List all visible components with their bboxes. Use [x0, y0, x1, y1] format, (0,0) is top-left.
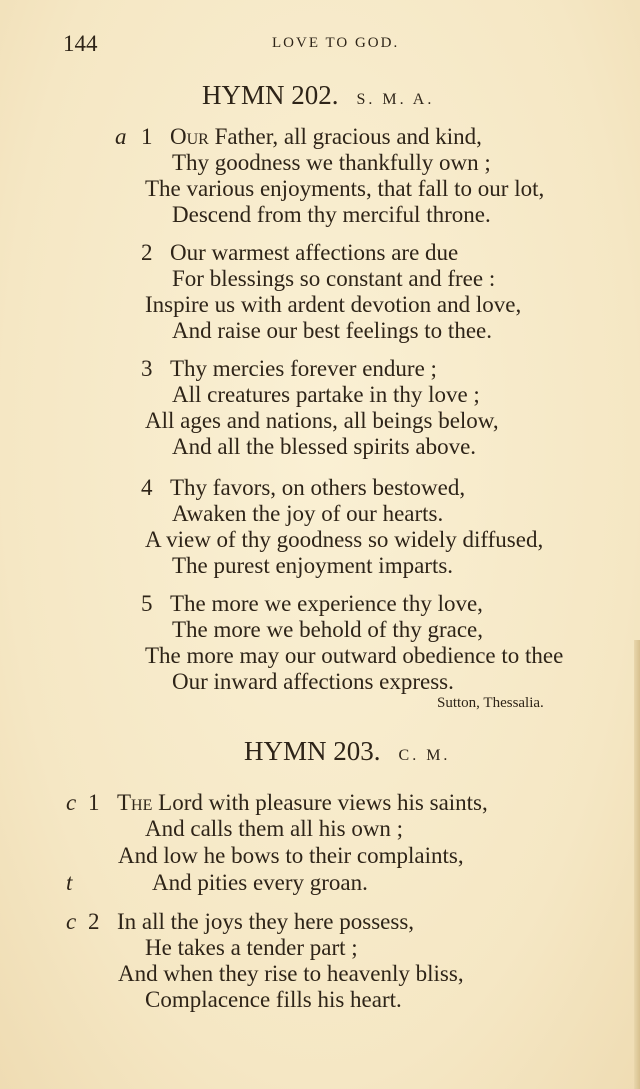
- hymn-203-heading: [244, 738, 450, 765]
- verse-line: [172, 383, 480, 406]
- verse-text: Father, all gracious and kind,: [208, 124, 482, 149]
- stanza-number: 5: [141, 591, 153, 616]
- verse-text: Inspire us with ardent devotion and love,: [145, 292, 522, 317]
- verse-text: And pities every groan.: [152, 870, 368, 895]
- verse-line: [172, 618, 483, 641]
- verse-text: Awaken the joy of our hearts.: [172, 501, 444, 526]
- verse-line: [145, 528, 543, 551]
- verse-line: [170, 125, 482, 148]
- stanza-number: 1: [141, 124, 153, 149]
- verse-text: The purest enjoyment imparts.: [172, 553, 454, 578]
- verse-line: [118, 962, 464, 985]
- verse-text: The more may our outward obedience to thee: [145, 643, 564, 668]
- verse-text: And raise our best feelings to thee.: [172, 318, 492, 343]
- verse-text: Our inward affections express.: [172, 669, 454, 694]
- verse-line: [172, 670, 454, 693]
- verse-line: [172, 151, 491, 174]
- verse-text: And calls them all his own ;: [145, 816, 404, 841]
- dynamic-mark: t: [66, 870, 73, 895]
- verse-text: The more we experience thy love,: [170, 591, 483, 616]
- verse-text: Thy goodness we thankfully own ;: [172, 150, 491, 175]
- verse-text: All ages and nations, all beings below,: [145, 408, 499, 433]
- stanza-number: 3: [141, 356, 153, 381]
- verse-line: [172, 502, 443, 525]
- dynamic-mark: c: [66, 909, 77, 934]
- verse-line: [172, 267, 495, 290]
- verse-text: Thy mercies forever endure ;: [170, 356, 437, 381]
- verse-text: Descend from thy merciful throne.: [172, 202, 491, 227]
- verse-line: [170, 357, 437, 380]
- verse-line: [118, 844, 464, 867]
- verse-line: [170, 476, 465, 499]
- verse-line: [117, 910, 414, 933]
- hymn-title: HYMN 202.: [202, 80, 339, 110]
- tune-attribution: Sutton, Thessalia.: [437, 695, 544, 711]
- stanza-number: 4: [141, 475, 153, 500]
- verse-line: [145, 293, 521, 316]
- hymn-meter: C. M.: [398, 747, 451, 764]
- verse-line: [145, 936, 358, 959]
- verse-line: [145, 988, 402, 1011]
- verse-initial-word: Our: [170, 124, 209, 149]
- hymn-202-heading: [202, 82, 434, 109]
- verse-line: [117, 791, 488, 814]
- verse-text: Lord with pleasure views his saints,: [152, 790, 488, 815]
- verse-text: Complacence fills his heart.: [145, 987, 402, 1012]
- verse-text: The more we behold of thy grace,: [172, 617, 484, 642]
- verse-text: A view of thy goodness so widely diffused,: [145, 527, 544, 552]
- verse-line: [172, 203, 491, 226]
- verse-text: For blessings so constant and free :: [172, 266, 496, 291]
- verse-line: [170, 241, 458, 264]
- page-number: 144: [63, 31, 98, 56]
- verse-text: Our warmest affections are due: [170, 240, 459, 265]
- stanza-number: 2: [141, 240, 153, 265]
- dynamic-mark: c: [66, 790, 77, 815]
- verse-text: And low he bows to their complaints,: [118, 843, 464, 868]
- verse-text: And all the blessed spirits above.: [172, 434, 477, 459]
- page-edge: [634, 640, 640, 1089]
- verse-line: [145, 177, 544, 200]
- hymn-meter: S. M. A.: [356, 91, 435, 108]
- stanza-number: 2: [88, 909, 100, 934]
- verse-text: And when they rise to heavenly bliss,: [118, 961, 464, 986]
- hymn-title: HYMN 203.: [244, 736, 381, 766]
- verse-line: [172, 319, 492, 342]
- verse-text: He takes a tender part ;: [145, 935, 358, 960]
- verse-line: [145, 644, 563, 667]
- dynamic-mark: a: [115, 124, 127, 149]
- running-head: LOVE TO GOD.: [272, 35, 400, 51]
- verse-text: Thy favors, on others bestowed,: [170, 475, 466, 500]
- verse-line: [172, 554, 453, 577]
- verse-initial-word: The: [117, 790, 153, 815]
- verse-text: All creatures partake in thy love ;: [172, 382, 480, 407]
- verse-line: [172, 435, 476, 458]
- verse-line: [145, 409, 499, 432]
- verse-line: [145, 817, 403, 840]
- verse-line: [152, 871, 368, 894]
- verse-text: In all the joys they here possess,: [117, 909, 415, 934]
- verse-line: [170, 592, 483, 615]
- verse-text: The various enjoyments, that fall to our lot,: [145, 176, 545, 201]
- stanza-number: 1: [88, 790, 100, 815]
